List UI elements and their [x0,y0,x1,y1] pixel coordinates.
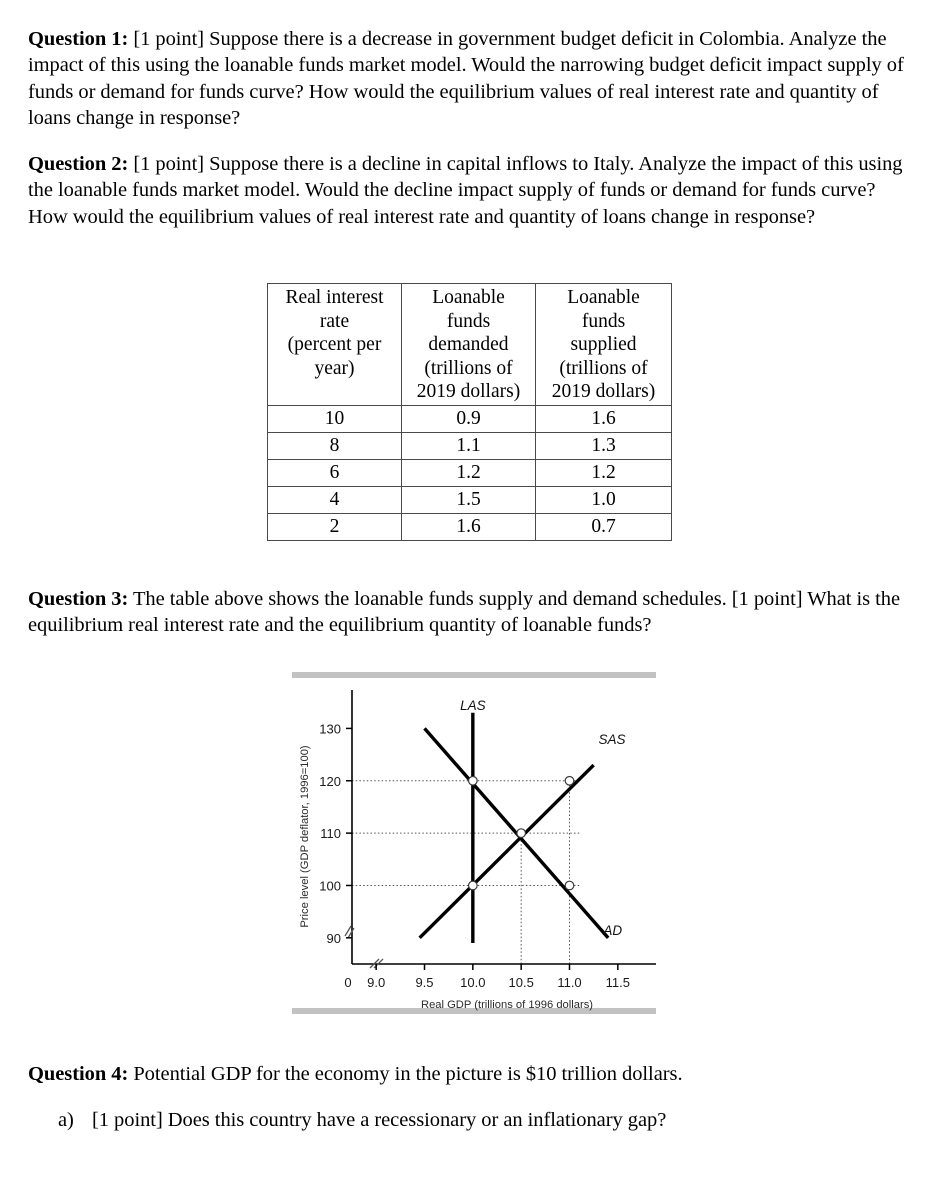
cell-demanded: 1.2 [402,459,536,486]
question-4-part-a [58,1107,908,1134]
cell-demanded: 1.5 [402,486,536,513]
cell-supplied: 1.0 [536,486,672,513]
cell-rate: 2 [268,513,402,540]
question-2 [28,151,914,231]
question-4-label: Question 4: [28,1062,129,1085]
question-2-label: Question 2: [28,152,129,175]
question-1 [28,26,918,132]
column-header-real-interest-rate [268,284,402,406]
question-4 [28,1061,908,1088]
x-tick-label-10: 10.0 [460,975,486,990]
marker-point [565,776,574,785]
as-ad-figure [290,664,682,1016]
header-line: demanded [428,334,509,356]
header-line: funds [581,310,626,332]
y-tick-label-130: 130 [319,721,341,737]
question-3-text: The table above shows the loanable funds supply and demand schedules. [1 point] What is the equilibrium real interest rate and the equilibrium quantity of loanable funds? [28,587,901,637]
cell-supplied: 1.2 [536,459,672,486]
y-tick-label-90: 90 [326,930,341,946]
cell-rate: 10 [268,405,402,432]
header-line: supplied [570,334,637,356]
header-line: (percent per [287,334,382,356]
question-3 [28,586,908,639]
table-row [268,405,672,432]
cell-rate: 4 [268,486,402,513]
question-1-text: [1 point] Suppose there is a decrease in government budget deficit in Colombia. Analyze the impact of this using the loanable funds market model. Would the narrowing budget deficit impact supply of funds or demand for funds curve? How would the equilibrium values of real interest rate and quantity of loans change in response? [28,27,904,130]
column-header-funds-demanded [402,284,536,406]
x-tick-label-11: 11.0 [557,975,582,990]
question-3-label: Question 3: [28,587,129,610]
question-1-label: Question 1: [28,27,129,50]
question-4a-text: [1 point] Does this country have a recessionary or an inflationary gap? [92,1108,667,1131]
question-4-text: Potential GDP for the economy in the picture is $10 trillion dollars. [128,1062,683,1085]
x-tick-label-9: 9.0 [367,975,386,990]
x-axis-title: Real GDP (trillions of 1996 dollars) [420,999,594,1011]
header-line: funds [446,310,491,332]
marker-point [517,829,526,838]
header-line: Real interest [285,287,384,308]
header-line: Loanable [432,287,505,308]
cell-demanded: 0.9 [402,405,536,432]
cell-rate: 8 [268,432,402,459]
y-tick-label-120: 120 [319,773,341,789]
table-row [268,432,672,459]
marker-point [469,881,478,890]
cell-supplied: 0.7 [536,513,672,540]
table-row [268,486,672,513]
header-line: 2019 dollars) [416,381,521,403]
x-origin-label: 0 [344,975,352,990]
marker-point [565,881,574,890]
header-line: rate [319,310,350,332]
header-line: (trillions of [559,357,648,379]
as-ad-chart [290,664,682,1016]
cell-supplied: 1.3 [536,432,672,459]
question-4a-marker: a) [58,1108,74,1131]
table-row [268,459,672,486]
x-tick-label-9.5: 9.5 [415,975,434,990]
header-line: 2019 dollars) [551,381,656,403]
question-2-text: [1 point] Suppose there is a decline in capital inflows to Italy. Analyze the impact of this using the loanable funds market model. Would the decline impact supply of funds or demand for funds curve? How would the equilibrium values of real interest rate and quantity of loans change in response? [28,152,903,228]
curve-label-SAS: SAS [598,732,626,748]
cell-supplied: 1.6 [536,405,672,432]
question-4a-line [58,1107,908,1134]
table-header-row [268,284,672,406]
header-line: Loanable [567,287,640,308]
curve-label-LAS: LAS [460,698,486,714]
loanable-funds-schedule-table [267,283,672,541]
curve-SAS [420,765,594,938]
y-axis-title: Price level (GDP deflator, 1996=100) [299,745,311,928]
column-header-funds-supplied [536,284,672,406]
cell-demanded: 1.1 [402,432,536,459]
curve-label-AD: AD [603,923,623,939]
header-line: year) [314,357,355,379]
x-tick-label-11.5: 11.5 [605,975,631,990]
cell-rate: 6 [268,459,402,486]
cell-demanded: 1.6 [402,513,536,540]
y-tick-label-100: 100 [319,878,341,894]
y-tick-label-110: 110 [320,826,341,842]
header-line: (trillions of [424,357,513,379]
marker-point [469,776,478,785]
table-row [268,513,672,540]
x-tick-label-10.5: 10.5 [508,975,534,990]
